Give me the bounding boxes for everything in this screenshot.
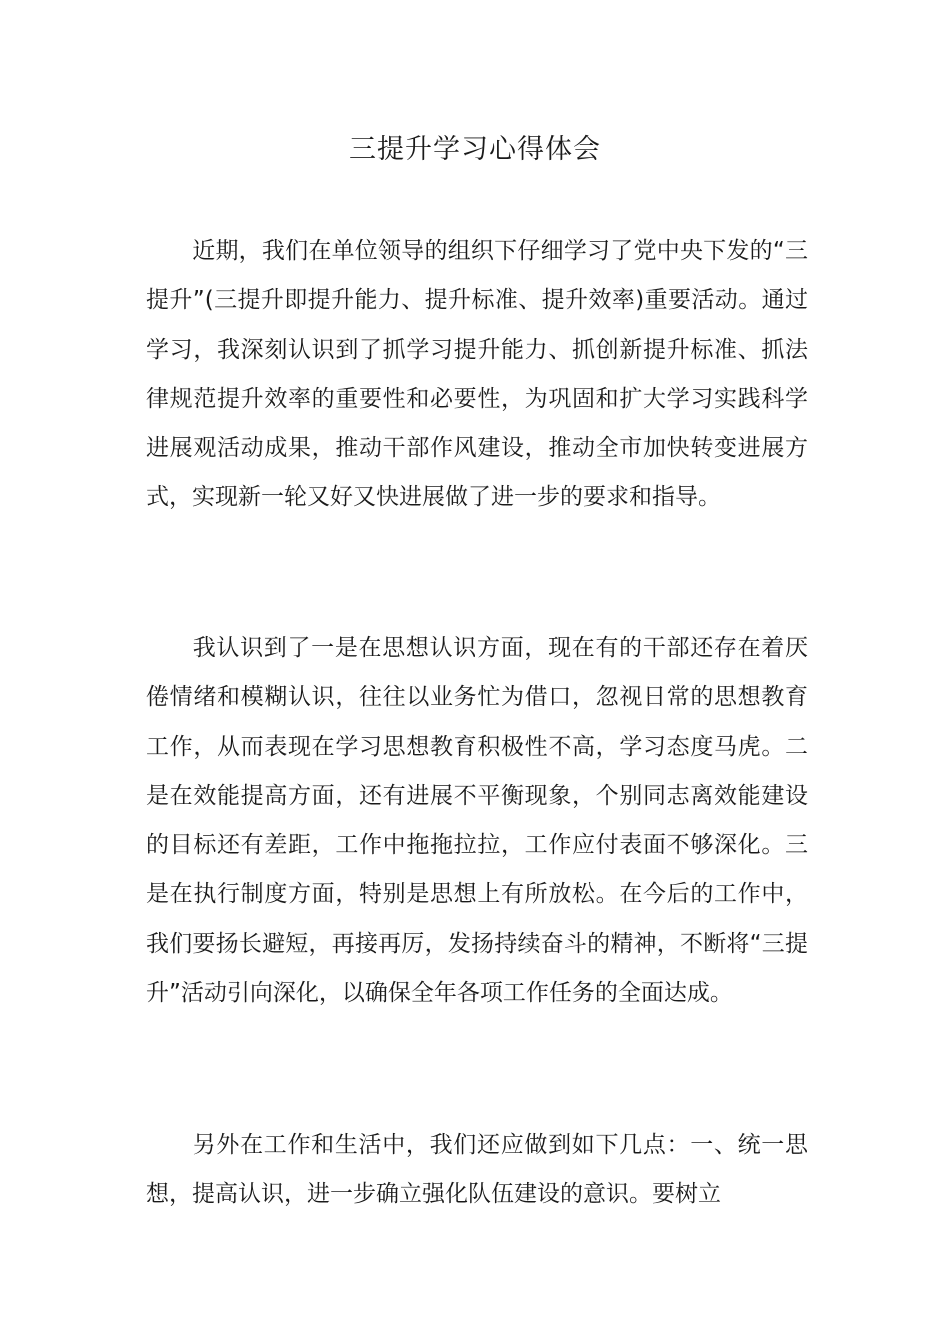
paragraph-3 bbox=[146, 1121, 808, 1220]
paragraph-2 bbox=[146, 624, 808, 1018]
paragraph-3-text: 另外在工作和生活中，我们还应做到如下几点：一、统一思想，提高认识，进一步确立强化队伍建设的意识。要树立 bbox=[146, 1132, 808, 1208]
paragraph-2-text: 我认识到了一是在思想认识方面，现在有的干部还存在着厌倦情绪和模糊认识，往往以业务忙为借口，忽视日常的思想教育工作，从而表现在学习思想教育积极性不高，学习态度马虎。二是在效能提高方面，还有进展不平衡现象，个别同志离效能建设的目标还有差距，工作中拖拖拉拉，工作应付表面不够深化。三是在执行制度方面，特别是思想上有所放松。在今后的工作中，我们要扬长避短，再接再厉，发扬持续奋斗的精神，不断将“三提升”活动引向深化，以确保全年各项工作任务的全面达成。 bbox=[146, 635, 808, 1007]
document-title: 三提升学习心得体会 bbox=[349, 134, 601, 165]
paragraph-1-text: 近期，我们在单位领导的组织下仔细学习了党中央下发的“三提升”(三提升即提升能力、提升标准、提升效率)重要活动。通过学习，我深刻认识到了抓学习提升能力、抓创新提升标准、抓法律规范提升效率的重要性和必要性，为巩固和扩大学习实践科学进展观活动成果，推动干部作风建设，推动全市加快转变进展方式，实现新一轮又好又快进展做了进一步的要求和指导。 bbox=[146, 238, 808, 511]
paragraph-1 bbox=[146, 227, 808, 523]
